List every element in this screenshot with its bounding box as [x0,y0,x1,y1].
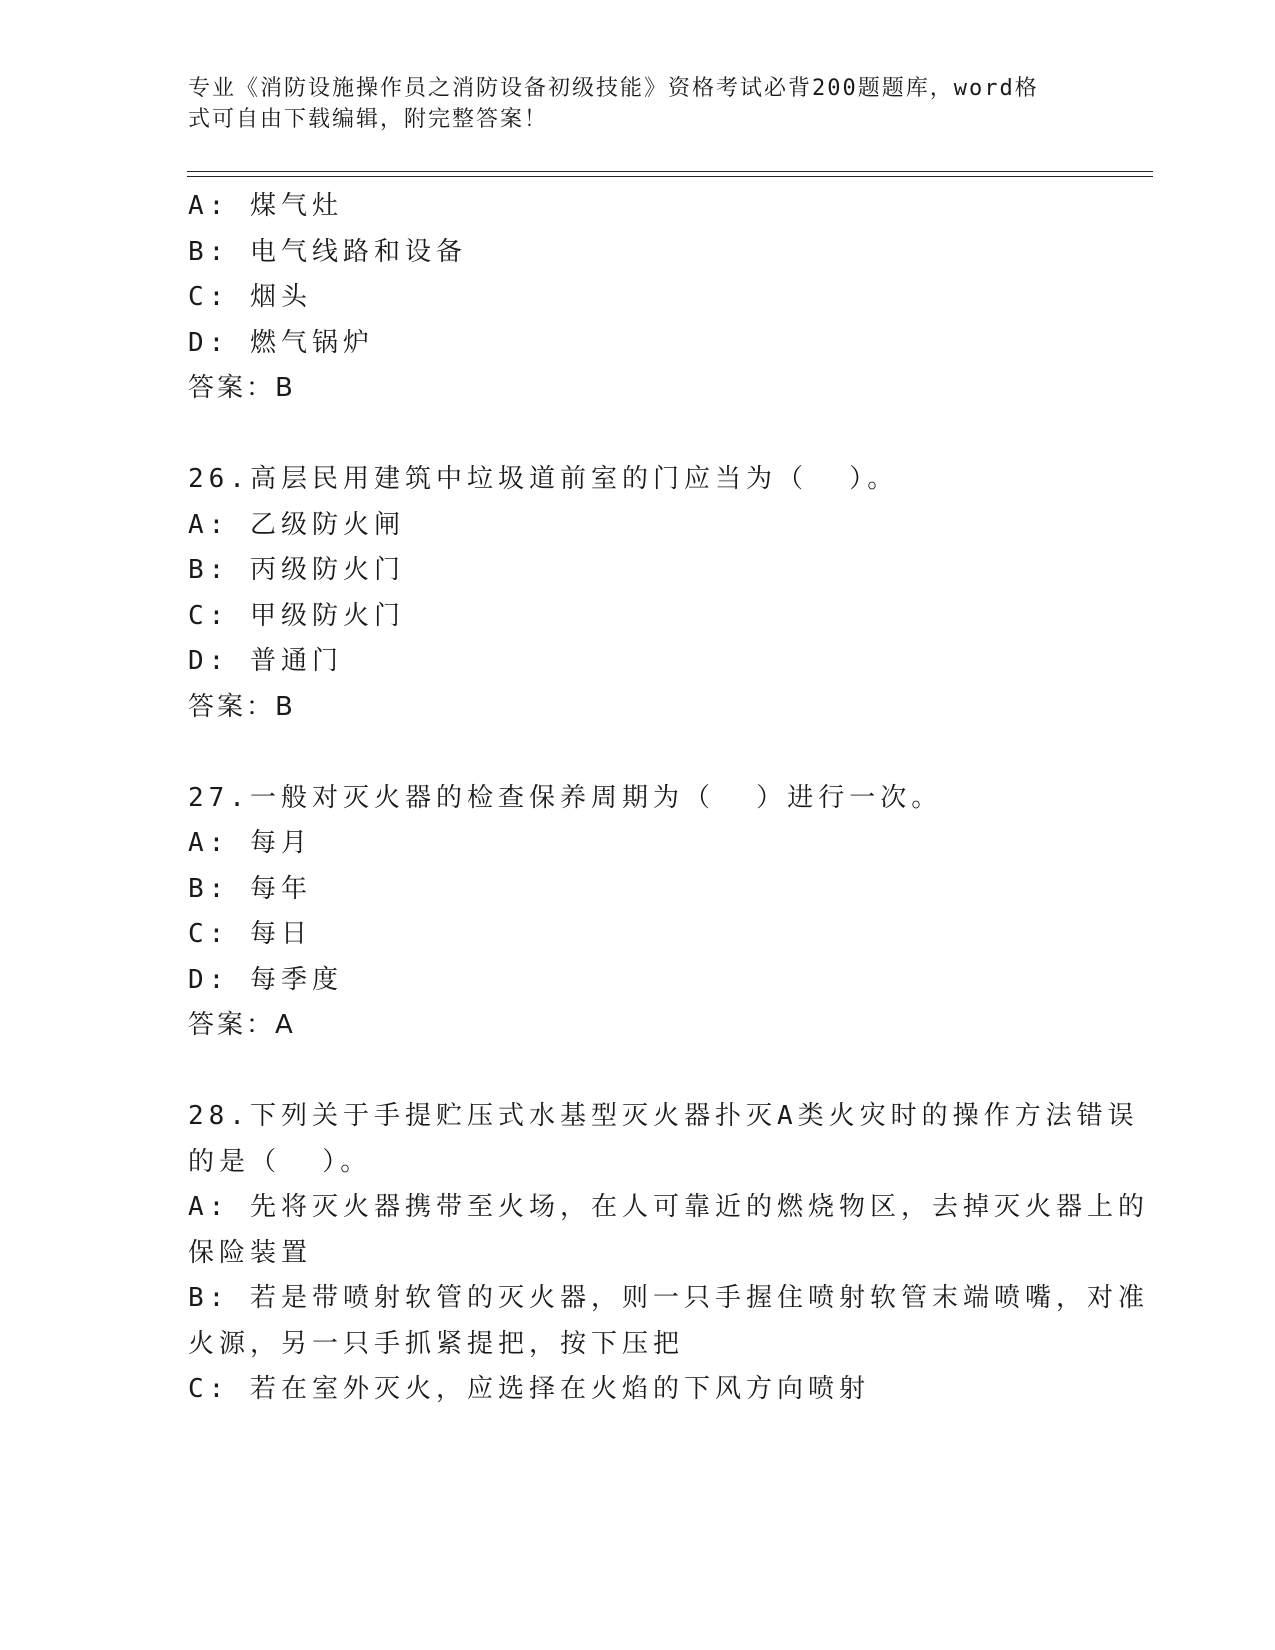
question-stem: 26.高层民用建筑中垃圾道前室的门应当为（ ）。 [188,464,899,494]
header-rule-top [187,171,1153,172]
header-rule-bottom [187,176,1153,177]
question-27 [188,776,1088,1049]
question-25-continued [188,184,1088,412]
spacer [188,412,1088,458]
option-b: B: 每年 [188,873,312,904]
answer-line: 答案：B [188,373,296,403]
option-d: D: 每季度 [188,964,343,995]
spacer [188,1049,1088,1095]
option-c: C: 每日 [188,919,312,949]
spacer [188,730,1088,776]
question-26 [188,457,1088,730]
option-b: B: 电气线路和设备 [188,236,467,267]
question-stem-line-1: 28.下列关于手提贮压式水基型灭火器扑灭A类火灾时的操作方法错误 [188,1101,1139,1131]
header-line-2: 式可自由下载编辑，附完整答案！ [188,107,549,132]
document-header [188,73,1068,135]
option-b-line-2: 火源，另一只手抓紧提把，按下压把 [188,1328,685,1359]
option-b-line-1: B: 若是带喷射软管的灭火器，则一只手握住喷射软管末端喷嘴，对准 [188,1283,1149,1313]
option-a: A: 煤气灶 [188,191,343,221]
header-line-1: 专业《消防设施操作员之消防设备初级技能》资格考试必背200题题库，word格 [188,76,1039,101]
option-d: D: 普通门 [188,646,343,676]
option-c: C: 甲级防火门 [188,600,405,631]
question-28 [188,1094,1149,1413]
answer-line: 答案：A [188,1010,296,1040]
question-list [188,184,1149,1413]
option-a-line-2: 保险装置 [188,1237,313,1268]
option-a-line-1: A: 先将灭火器携带至火场，在人可靠近的燃烧物区，去掉灭火器上的 [188,1192,1149,1222]
option-a: A: 乙级防火闸 [188,509,405,540]
option-b: B: 丙级防火门 [188,555,405,585]
option-c: C: 若在室外灭火，应选择在火焰的下风方向喷射 [188,1374,870,1404]
option-c: C: 烟头 [188,282,312,312]
question-stem-line-2: 的是（ ）。 [188,1146,372,1177]
option-d: D: 燃气锅炉 [188,327,374,358]
option-a: A: 每月 [188,828,312,858]
answer-line: 答案：B [188,691,296,722]
question-stem: 27.一般对灭火器的检查保养周期为（ ）进行一次。 [188,782,943,813]
